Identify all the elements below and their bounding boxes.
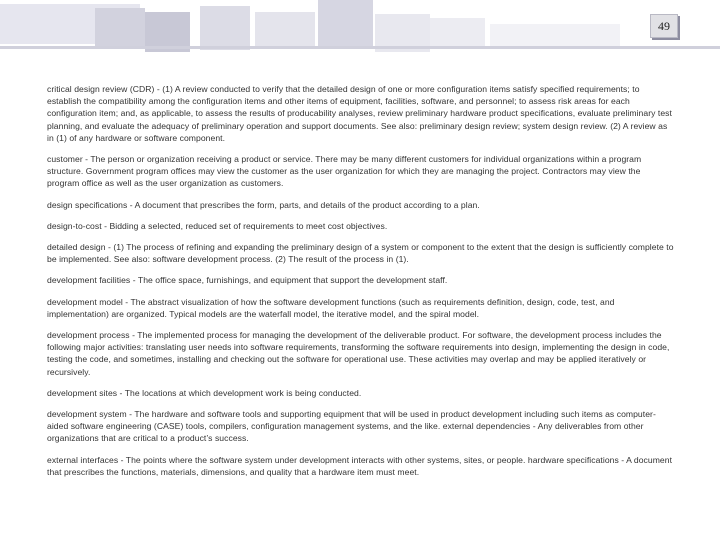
- glossary-entry: development system - The hardware and software tools and supporting equipment that will be used in product development including such items as computer-aided software engineering (CASE) tools, compilers, configuration management systems, and the like. external dependencies - Any deliverables from other organizations that are critical to a product’s success.: [47, 409, 656, 444]
- header-block: [430, 18, 485, 48]
- page-number: 49: [650, 14, 678, 38]
- glossary-list: [47, 83, 675, 487]
- header-rule: [0, 46, 720, 49]
- header-block: [255, 12, 315, 48]
- glossary-entry: development process - The implemented process for managing the development of the deliverable product. For software, the development process includes the following major activities: translating user needs into software requirements, transforming the software requirements into design, implementing the design in code, testing the code, and sometimes, installing and checking out the software for operational use. These activities may overlap and may be applied iteratively or recursively.: [47, 330, 670, 377]
- header-block: [490, 24, 620, 48]
- glossary-entry: design specifications - A document that prescribes the form, parts, and details of the product according to a plan.: [47, 199, 480, 210]
- glossary-entry: design-to-cost - Bidding a selected, reduced set of requirements to meet cost objectives.: [47, 220, 388, 231]
- header-block: [95, 8, 145, 46]
- glossary-entry: development model - The abstract visualization of how the software development functions (such as requirements definition, design, code, test, and implementation) are organized. Typical models are the waterfall model, the iterative model, and the spiral model.: [47, 296, 615, 319]
- header-block: [318, 0, 373, 48]
- header-decoration: [0, 0, 720, 60]
- glossary-entry: critical design review (CDR) - (1) A review conducted to verify that the detailed design of one or more configuration items satisfy specified requirements; to establish the compatibility among the configuration items and other items of equipment, facilities, software, and personnel; to assess risk areas for each configuration item; and, as applicable, to assess the results of producability analyses, review preliminary hardware product specifications, evaluate preliminary test planning, and evaluate the adequacy of preliminary operation and support documents. See also: preliminary design review; system design review. (2) A review as in (1) of any hardware or software component.: [47, 84, 672, 143]
- glossary-entry: customer - The person or organization receiving a product or service. There may be many different customers for individual organizations within a program structure. Government program offices may view the customer as the user organization for which they are managing the project. Contractors may view the program office as well as the user organization as customers.: [47, 154, 642, 189]
- glossary-entry: development sites - The locations at which development work is being conducted.: [47, 387, 362, 398]
- glossary-entry: detailed design - (1) The process of refining and expanding the preliminary design of a system or component to the extent that the design is sufficiently complete to be implemented. See also: software development process. (2) The result of the process in (1).: [47, 242, 674, 265]
- header-block: [200, 6, 250, 50]
- glossary-entry: external interfaces - The points where the software system under development interacts with other systems, sites, or people. hardware specifications - A document that prescribes the functions, materials, dimensions, and quality that a hardware item must meet.: [47, 454, 673, 477]
- glossary-entry: development facilities - The office space, furnishings, and equipment that support the development staff.: [47, 275, 448, 286]
